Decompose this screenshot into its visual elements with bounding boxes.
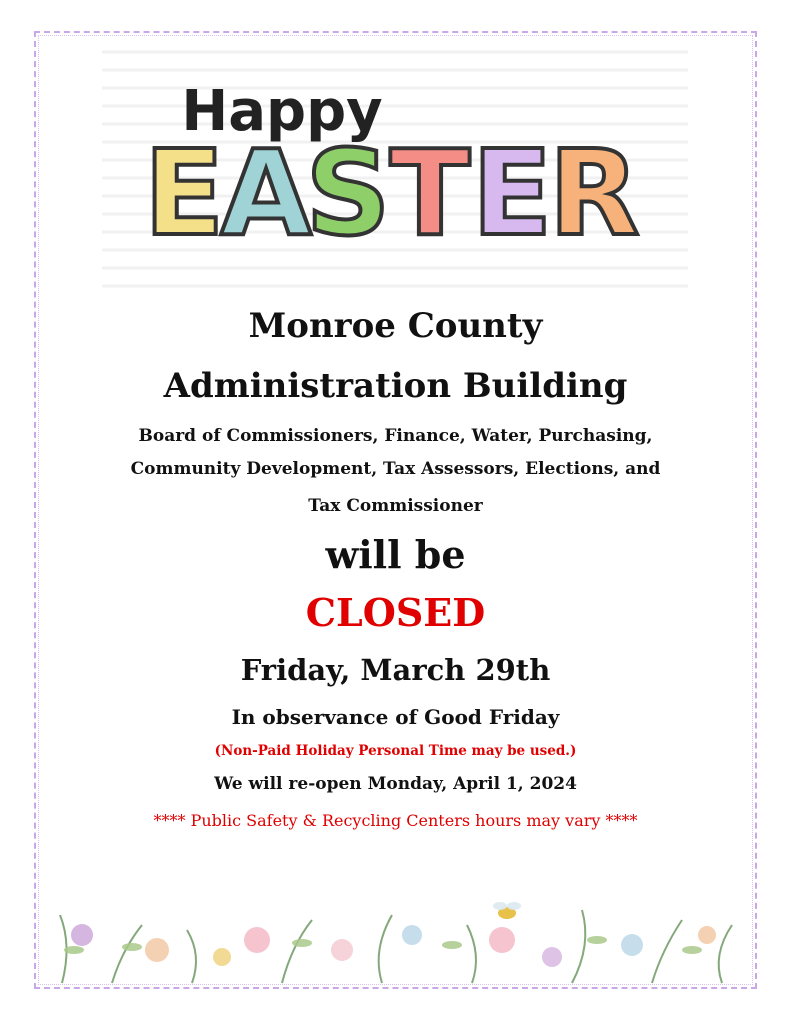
banner-letter-e1: E <box>143 124 225 262</box>
observance-text: In observance of Good Friday <box>231 705 560 729</box>
holiday-pay-note: (Non-Paid Holiday Personal Time may be used.) <box>214 743 577 759</box>
banner-letter-t: T <box>389 124 471 262</box>
banner-letter-e2: E <box>471 124 553 262</box>
floral-border-illustration <box>52 895 742 985</box>
banner-letter-a: A <box>220 124 312 262</box>
title-county: Monroe County <box>248 306 543 346</box>
banner-letter-s: S <box>305 124 391 262</box>
banner-happy-text: Happy <box>181 79 383 144</box>
departments-line-1: Board of Commissioners, Finance, Water, Purchasing, <box>138 426 653 446</box>
departments-line-3: Tax Commissioner <box>308 496 483 516</box>
will-be-text: will be <box>325 532 466 577</box>
public-safety-note: **** Public Safety & Recycling Centers hours may vary **** <box>153 811 638 830</box>
happy-easter-banner <box>102 42 688 292</box>
closed-text: CLOSED <box>305 590 486 635</box>
title-building: Administration Building <box>163 366 628 406</box>
reopen-text: We will re-open Monday, April 1, 2024 <box>214 774 577 794</box>
departments-line-2: Community Development, Tax Assessors, Elections, and <box>130 459 661 479</box>
banner-letter-r: R <box>548 124 640 262</box>
closure-date: Friday, March 29th <box>240 653 551 687</box>
